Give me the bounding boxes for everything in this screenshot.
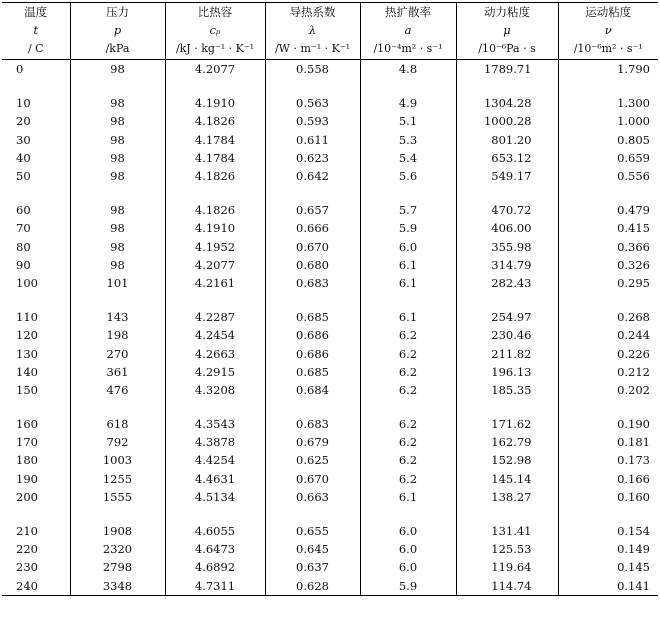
cell-thermal-diffusivity: 6.2	[360, 433, 456, 451]
spacer-cell	[558, 78, 658, 94]
cell-dynamic-viscosity: 355.98	[456, 238, 558, 256]
unit-dynamic-viscosity: /10⁻⁶Pa · s	[456, 39, 558, 60]
cell-pressure: 143	[70, 308, 165, 326]
spacer-cell	[360, 185, 456, 201]
cell-specific-heat: 4.2287	[165, 308, 265, 326]
cell-thermal-conductivity: 0.686	[265, 344, 360, 362]
cell-dynamic-viscosity: 549.17	[456, 167, 558, 185]
group-spacer-row	[2, 78, 658, 94]
cell-dynamic-viscosity: 185.35	[456, 381, 558, 399]
group-spacer-row	[2, 399, 658, 415]
cell-specific-heat: 4.4254	[165, 451, 265, 469]
cell-thermal-conductivity: 0.670	[265, 470, 360, 488]
spacer-cell	[2, 185, 70, 201]
cell-dynamic-viscosity: 470.72	[456, 201, 558, 219]
cell-pressure: 618	[70, 415, 165, 433]
cell-thermal-conductivity: 0.679	[265, 433, 360, 451]
cell-dynamic-viscosity: 138.27	[456, 488, 558, 506]
cell-temperature: 230	[16, 560, 38, 575]
cell-thermal-conductivity: 0.645	[265, 540, 360, 558]
cell-thermal-conductivity: 0.686	[265, 326, 360, 344]
cell-pressure: 476	[70, 381, 165, 399]
spacer-cell	[265, 78, 360, 94]
cell-thermal-diffusivity: 4.8	[360, 60, 456, 79]
cell-kinematic-viscosity: 0.268	[558, 308, 658, 326]
header-thermal-conductivity: 导热系数	[265, 3, 360, 22]
cell-pressure: 98	[70, 60, 165, 79]
cell-temperature: 180	[16, 453, 38, 468]
cell-kinematic-viscosity: 0.173	[558, 451, 658, 469]
spacer-cell	[70, 292, 165, 308]
spacer-cell	[265, 185, 360, 201]
cell-pressure: 361	[70, 363, 165, 381]
cell-specific-heat: 4.6055	[165, 522, 265, 540]
spacer-cell	[456, 78, 558, 94]
header-temperature: 温度	[2, 3, 70, 22]
unit-pressure: /kPa	[70, 39, 165, 60]
cell-pressure: 98	[70, 167, 165, 185]
header-kinematic-viscosity: 运动粘度	[558, 3, 658, 22]
cell-thermal-conductivity: 0.666	[265, 219, 360, 237]
spacer-cell	[2, 506, 70, 522]
table-row	[2, 149, 658, 167]
cell-specific-heat: 4.2663	[165, 344, 265, 362]
cell-pressure: 98	[70, 238, 165, 256]
cell-temperature: 140	[16, 364, 38, 379]
cell-thermal-conductivity: 0.623	[265, 149, 360, 167]
cell-dynamic-viscosity: 1789.71	[456, 60, 558, 79]
spacer-cell	[265, 399, 360, 415]
spacer-cell	[265, 506, 360, 522]
cell-specific-heat: 4.6892	[165, 558, 265, 576]
cell-temperature: 90	[16, 257, 31, 272]
cell-pressure: 3348	[70, 577, 165, 596]
cell-temperature: 0	[16, 62, 24, 77]
cell-kinematic-viscosity: 1.790	[558, 60, 658, 79]
table-row	[2, 415, 658, 433]
cell-dynamic-viscosity: 211.82	[456, 344, 558, 362]
cell-thermal-conductivity: 0.611	[265, 131, 360, 149]
spacer-cell	[165, 399, 265, 415]
symbol-kinematic-viscosity: ν	[558, 21, 658, 39]
cell-thermal-diffusivity: 6.0	[360, 540, 456, 558]
cell-kinematic-viscosity: 0.141	[558, 577, 658, 596]
header-pressure: 压力	[70, 3, 165, 22]
table-row	[2, 558, 658, 576]
header-thermal-diffusivity: 热扩散率	[360, 3, 456, 22]
cell-specific-heat: 4.3543	[165, 415, 265, 433]
cell-dynamic-viscosity: 1304.28	[456, 94, 558, 112]
table-row	[2, 488, 658, 506]
header-dynamic-viscosity: 动力粘度	[456, 3, 558, 22]
cell-kinematic-viscosity: 0.326	[558, 256, 658, 274]
spacer-cell	[360, 78, 456, 94]
cell-thermal-diffusivity: 5.4	[360, 149, 456, 167]
cell-kinematic-viscosity: 0.244	[558, 326, 658, 344]
cell-temperature: 200	[16, 489, 38, 504]
table-row	[2, 308, 658, 326]
group-spacer-row	[2, 292, 658, 308]
cell-thermal-conductivity: 0.628	[265, 577, 360, 596]
header-symbols-row	[2, 21, 658, 39]
cell-temperature: 100	[16, 275, 38, 290]
cell-thermal-diffusivity: 5.6	[360, 167, 456, 185]
spacer-cell	[70, 185, 165, 201]
cell-thermal-conductivity: 0.642	[265, 167, 360, 185]
cell-thermal-conductivity: 0.684	[265, 381, 360, 399]
cell-specific-heat: 4.1910	[165, 94, 265, 112]
cell-kinematic-viscosity: 0.166	[558, 470, 658, 488]
spacer-cell	[165, 78, 265, 94]
spacer-cell	[2, 399, 70, 415]
cell-thermal-diffusivity: 6.2	[360, 381, 456, 399]
cell-thermal-diffusivity: 6.2	[360, 326, 456, 344]
table-row	[2, 112, 658, 130]
group-spacer-row	[2, 185, 658, 201]
header-specific-heat: 比热容	[165, 3, 265, 22]
unit-temperature: / C	[2, 39, 70, 60]
cell-kinematic-viscosity: 0.659	[558, 149, 658, 167]
cell-thermal-conductivity: 0.563	[265, 94, 360, 112]
cell-specific-heat: 4.1826	[165, 201, 265, 219]
cell-kinematic-viscosity: 0.295	[558, 274, 658, 292]
unit-kinematic-viscosity: /10⁻⁶m² · s⁻¹	[558, 39, 658, 60]
symbol-dynamic-viscosity: μ	[456, 21, 558, 39]
cell-specific-heat: 4.6473	[165, 540, 265, 558]
cell-temperature: 70	[16, 221, 31, 236]
cell-dynamic-viscosity: 131.41	[456, 522, 558, 540]
cell-temperature: 220	[16, 542, 38, 557]
cell-dynamic-viscosity: 282.43	[456, 274, 558, 292]
cell-thermal-diffusivity: 5.7	[360, 201, 456, 219]
table-row	[2, 381, 658, 399]
symbol-temperature: t	[33, 23, 39, 37]
cell-kinematic-viscosity: 0.226	[558, 344, 658, 362]
cell-kinematic-viscosity: 0.154	[558, 522, 658, 540]
cell-thermal-diffusivity: 6.1	[360, 308, 456, 326]
cell-temperature: 120	[16, 328, 38, 343]
cell-thermal-diffusivity: 6.2	[360, 363, 456, 381]
cell-temperature: 40	[16, 150, 31, 165]
cell-thermal-conductivity: 0.683	[265, 274, 360, 292]
cell-temperature: 80	[16, 239, 31, 254]
cell-kinematic-viscosity: 0.805	[558, 131, 658, 149]
symbol-thermal-conductivity: λ	[265, 21, 360, 39]
cell-kinematic-viscosity: 0.415	[558, 219, 658, 237]
spacer-cell	[2, 78, 70, 94]
table-row	[2, 540, 658, 558]
cell-thermal-diffusivity: 6.0	[360, 238, 456, 256]
cell-thermal-conductivity: 0.680	[265, 256, 360, 274]
cell-specific-heat: 4.4631	[165, 470, 265, 488]
cell-dynamic-viscosity: 145.14	[456, 470, 558, 488]
table-row	[2, 256, 658, 274]
cell-thermal-diffusivity: 4.9	[360, 94, 456, 112]
table-row	[2, 274, 658, 292]
cell-thermal-diffusivity: 6.2	[360, 344, 456, 362]
cell-specific-heat: 4.1784	[165, 149, 265, 167]
cell-specific-heat: 4.3208	[165, 381, 265, 399]
table-row	[2, 238, 658, 256]
spacer-cell	[265, 292, 360, 308]
cell-dynamic-viscosity: 230.46	[456, 326, 558, 344]
cell-thermal-conductivity: 0.685	[265, 308, 360, 326]
cell-pressure: 98	[70, 94, 165, 112]
table-row	[2, 94, 658, 112]
cell-kinematic-viscosity: 1.000	[558, 112, 658, 130]
cell-pressure: 98	[70, 201, 165, 219]
spacer-cell	[558, 506, 658, 522]
cell-specific-heat: 4.2915	[165, 363, 265, 381]
cell-thermal-conductivity: 0.663	[265, 488, 360, 506]
cell-thermal-conductivity: 0.685	[265, 363, 360, 381]
cell-temperature: 160	[16, 417, 38, 432]
cell-thermal-diffusivity: 5.1	[360, 112, 456, 130]
cell-thermal-conductivity: 0.670	[265, 238, 360, 256]
cell-pressure: 1255	[70, 470, 165, 488]
symbol-thermal-diffusivity: a	[360, 21, 456, 39]
symbol-pressure: p	[70, 21, 165, 39]
cell-specific-heat: 4.3878	[165, 433, 265, 451]
cell-temperature: 110	[16, 310, 38, 325]
unit-thermal-diffusivity: /10⁻⁴m² · s⁻¹	[360, 39, 456, 60]
cell-dynamic-viscosity: 152.98	[456, 451, 558, 469]
group-spacer-row	[2, 506, 658, 522]
cell-specific-heat: 4.1826	[165, 167, 265, 185]
cell-pressure: 1908	[70, 522, 165, 540]
cell-kinematic-viscosity: 0.479	[558, 201, 658, 219]
cell-pressure: 98	[70, 219, 165, 237]
cell-temperature: 150	[16, 382, 38, 397]
symbol-specific-heat: cₚ	[165, 21, 265, 39]
cell-dynamic-viscosity: 314.79	[456, 256, 558, 274]
spacer-cell	[70, 78, 165, 94]
cell-kinematic-viscosity: 0.145	[558, 558, 658, 576]
cell-dynamic-viscosity: 119.64	[456, 558, 558, 576]
cell-kinematic-viscosity: 0.160	[558, 488, 658, 506]
cell-thermal-diffusivity: 6.0	[360, 558, 456, 576]
spacer-cell	[70, 399, 165, 415]
cell-specific-heat: 4.5134	[165, 488, 265, 506]
cell-kinematic-viscosity: 0.190	[558, 415, 658, 433]
table-row	[2, 363, 658, 381]
cell-thermal-conductivity: 0.593	[265, 112, 360, 130]
table-row	[2, 433, 658, 451]
cell-dynamic-viscosity: 1000.28	[456, 112, 558, 130]
unit-thermal-conductivity: /W · m⁻¹ · K⁻¹	[265, 39, 360, 60]
cell-thermal-diffusivity: 5.3	[360, 131, 456, 149]
cell-kinematic-viscosity: 0.556	[558, 167, 658, 185]
spacer-cell	[165, 506, 265, 522]
cell-kinematic-viscosity: 0.366	[558, 238, 658, 256]
table-row	[2, 344, 658, 362]
spacer-cell	[70, 506, 165, 522]
cell-thermal-conductivity: 0.558	[265, 60, 360, 79]
cell-temperature: 50	[16, 169, 31, 184]
cell-kinematic-viscosity: 0.212	[558, 363, 658, 381]
cell-temperature: 30	[16, 132, 31, 147]
water-properties-table	[2, 2, 658, 596]
table-row	[2, 201, 658, 219]
spacer-cell	[456, 185, 558, 201]
cell-dynamic-viscosity: 653.12	[456, 149, 558, 167]
header-names-row	[2, 3, 658, 22]
cell-thermal-diffusivity: 5.9	[360, 219, 456, 237]
cell-kinematic-viscosity: 0.202	[558, 381, 658, 399]
cell-thermal-conductivity: 0.655	[265, 522, 360, 540]
table-row	[2, 326, 658, 344]
cell-specific-heat: 4.1952	[165, 238, 265, 256]
spacer-cell	[558, 185, 658, 201]
spacer-cell	[456, 292, 558, 308]
cell-kinematic-viscosity: 1.300	[558, 94, 658, 112]
cell-thermal-diffusivity: 6.1	[360, 274, 456, 292]
cell-pressure: 1003	[70, 451, 165, 469]
spacer-cell	[360, 292, 456, 308]
spacer-cell	[165, 185, 265, 201]
cell-thermal-diffusivity: 6.2	[360, 415, 456, 433]
spacer-cell	[558, 292, 658, 308]
cell-thermal-diffusivity: 6.2	[360, 470, 456, 488]
cell-thermal-conductivity: 0.625	[265, 451, 360, 469]
cell-temperature: 130	[16, 346, 38, 361]
cell-kinematic-viscosity: 0.181	[558, 433, 658, 451]
cell-dynamic-viscosity: 196.13	[456, 363, 558, 381]
spacer-cell	[2, 292, 70, 308]
cell-dynamic-viscosity: 406.00	[456, 219, 558, 237]
cell-kinematic-viscosity: 0.149	[558, 540, 658, 558]
cell-specific-heat: 4.1826	[165, 112, 265, 130]
spacer-cell	[360, 399, 456, 415]
cell-dynamic-viscosity: 114.74	[456, 577, 558, 596]
spacer-cell	[456, 399, 558, 415]
cell-specific-heat: 4.2161	[165, 274, 265, 292]
cell-pressure: 98	[70, 256, 165, 274]
spacer-cell	[360, 506, 456, 522]
cell-thermal-diffusivity: 5.9	[360, 577, 456, 596]
table-row	[2, 577, 658, 596]
cell-thermal-diffusivity: 6.2	[360, 451, 456, 469]
cell-thermal-diffusivity: 6.0	[360, 522, 456, 540]
cell-temperature: 170	[16, 435, 38, 450]
cell-specific-heat: 4.1784	[165, 131, 265, 149]
cell-pressure: 2798	[70, 558, 165, 576]
cell-specific-heat: 4.2077	[165, 256, 265, 274]
cell-thermal-diffusivity: 6.1	[360, 488, 456, 506]
cell-pressure: 101	[70, 274, 165, 292]
cell-pressure: 98	[70, 149, 165, 167]
cell-thermal-diffusivity: 6.1	[360, 256, 456, 274]
cell-temperature: 10	[16, 96, 31, 111]
table-row	[2, 131, 658, 149]
table-row	[2, 522, 658, 540]
cell-dynamic-viscosity: 125.53	[456, 540, 558, 558]
cell-pressure: 198	[70, 326, 165, 344]
cell-dynamic-viscosity: 254.97	[456, 308, 558, 326]
table-row	[2, 60, 658, 79]
cell-temperature: 20	[16, 114, 31, 129]
cell-thermal-conductivity: 0.657	[265, 201, 360, 219]
cell-pressure: 98	[70, 112, 165, 130]
table-body	[2, 60, 658, 596]
table-row	[2, 219, 658, 237]
cell-thermal-conductivity: 0.683	[265, 415, 360, 433]
table-row	[2, 451, 658, 469]
cell-pressure: 2320	[70, 540, 165, 558]
cell-temperature: 240	[2, 577, 70, 596]
table-header	[2, 3, 658, 60]
spacer-cell	[558, 399, 658, 415]
unit-specific-heat: /kJ · kg⁻¹ · K⁻¹	[165, 39, 265, 60]
cell-specific-heat: 4.1910	[165, 219, 265, 237]
cell-specific-heat: 4.2077	[165, 60, 265, 79]
table-row	[2, 167, 658, 185]
cell-dynamic-viscosity: 801.20	[456, 131, 558, 149]
cell-specific-heat: 4.7311	[165, 577, 265, 596]
table-row	[2, 470, 658, 488]
cell-temperature: 210	[16, 524, 38, 539]
cell-thermal-conductivity: 0.637	[265, 558, 360, 576]
cell-pressure: 1555	[70, 488, 165, 506]
cell-specific-heat: 4.2454	[165, 326, 265, 344]
cell-dynamic-viscosity: 162.79	[456, 433, 558, 451]
cell-pressure: 270	[70, 344, 165, 362]
cell-temperature: 190	[16, 471, 38, 486]
cell-pressure: 98	[70, 131, 165, 149]
header-units-row	[2, 39, 658, 60]
spacer-cell	[165, 292, 265, 308]
spacer-cell	[456, 506, 558, 522]
cell-temperature: 60	[16, 203, 31, 218]
cell-pressure: 792	[70, 433, 165, 451]
cell-dynamic-viscosity: 171.62	[456, 415, 558, 433]
